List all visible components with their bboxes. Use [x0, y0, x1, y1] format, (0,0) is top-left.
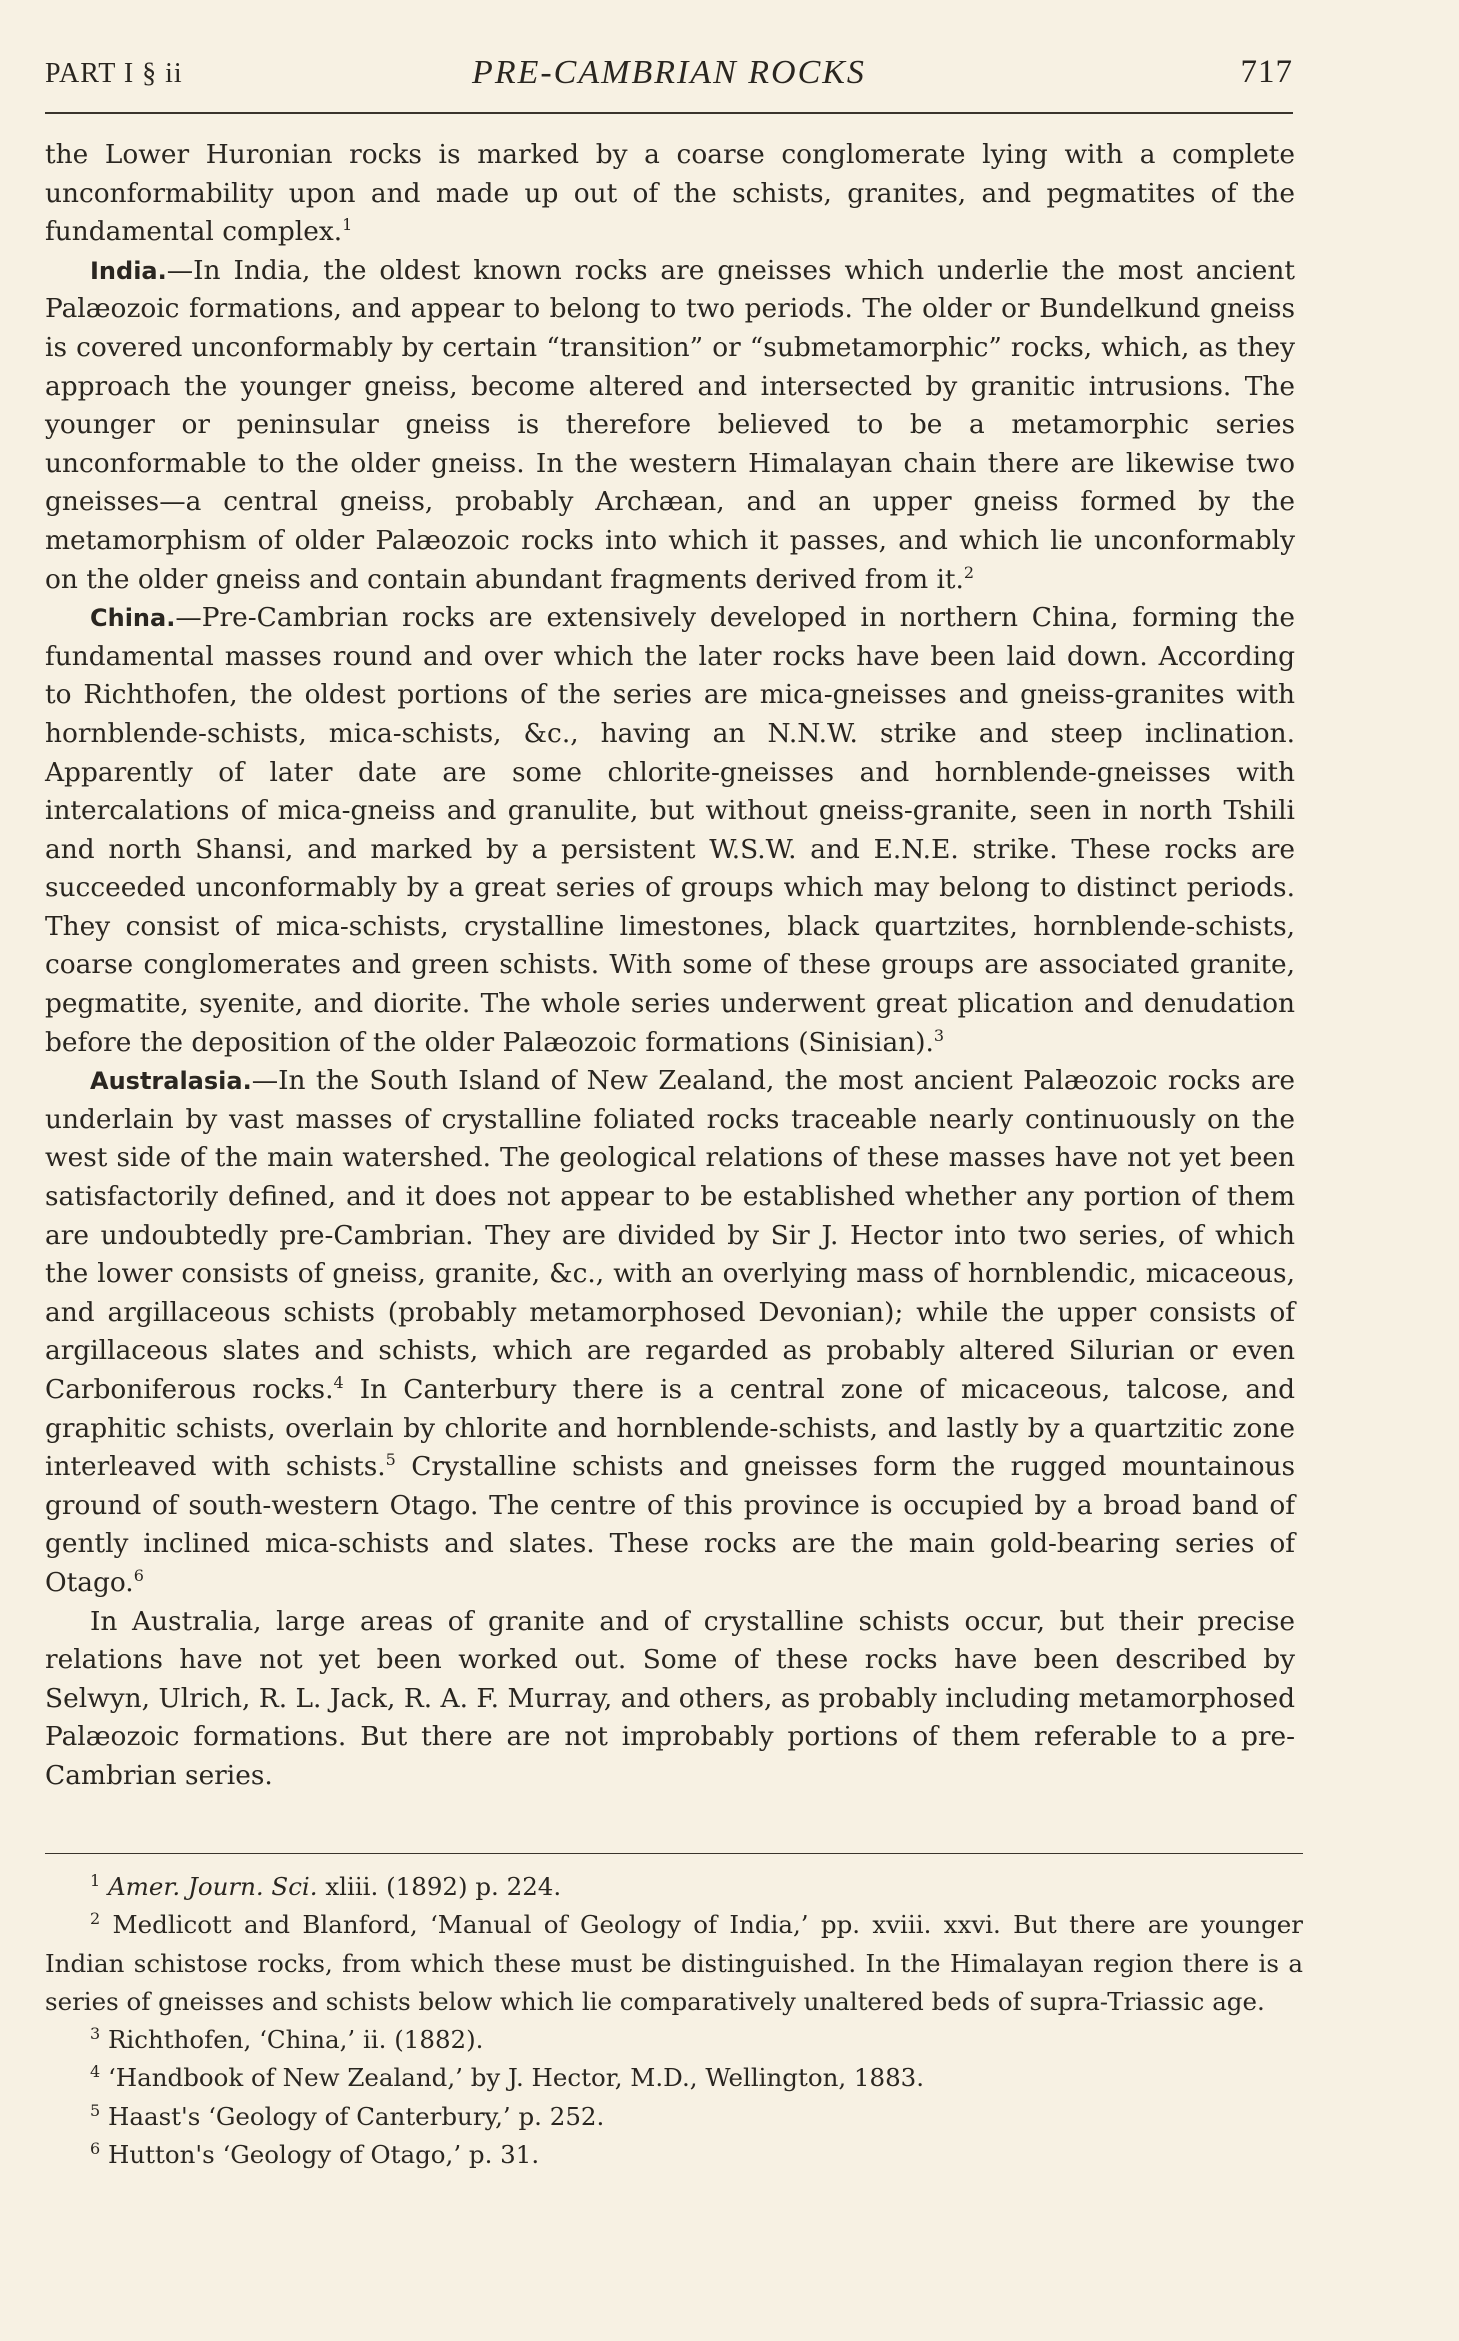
paragraph-china	[45, 599, 1295, 1062]
page-number: 717	[1240, 54, 1293, 90]
footnote-text: Haast's ‘Geology of Canterbury,’ p. 252.	[107, 2101, 605, 2131]
main-text	[45, 136, 1295, 1796]
footnote-number: 6	[90, 2139, 101, 2159]
page-title: PRE-CAMBRIAN ROCKS	[472, 54, 866, 91]
footnote-italic: Amer. Journ. Sci.	[107, 1872, 318, 1901]
footnote-number: 1	[90, 1871, 101, 1890]
part-section-label: PART I § ii	[45, 58, 183, 89]
paragraph-text: Crystalline schists and gneisses form the rugged mountainous ground of south-western Otago. The centre of this province is occupied by a broad band of gently inclined mica-schists and slates. These rocks are the main gold-bearing series of Otago.	[45, 1451, 1295, 1598]
footnote-text: xliii. (1892) p. 224.	[317, 1872, 562, 1901]
footnote-number: 4	[90, 2062, 101, 2082]
footnote-item	[45, 2098, 1303, 2136]
paragraph-text: the Lower Huronian rocks is marked by a coarse conglomerate lying with a complete unconformability upon and made up out of the schists, granites, and pegmatites of the fundamental complex.	[45, 139, 1295, 248]
footnote-ref: 1	[342, 215, 353, 235]
footnote-ref: 4	[333, 1373, 344, 1392]
footnotes	[45, 1868, 1303, 2174]
footnote-text: Hutton's ‘Geology of Otago,’ p. 31.	[107, 2140, 540, 2170]
footnote-number: 3	[90, 2024, 101, 2044]
paragraph-text: In Australia, large areas of granite and of crystalline schists occur, but their precise relations have not yet been worked out. Some of these rocks have been described by Selwyn, Ulrich, R. L. Jack, R. A. F. Murray, and others, as probably including metamorphosed Palæozoic formations. But there are not improbably portions of them referable to a pre-Cambrian series.	[45, 1605, 1295, 1791]
footnote-rule	[45, 1853, 1303, 1854]
running-head	[45, 52, 1293, 100]
paragraph-text: —In the South Island of New Zealand, the most ancient Palæozoic rocks are underlain by vast masses of crystalline foliated rocks traceable nearly continuously on the west side of the main watershed. The geological relations of these masses have not yet been satisfactorily defined, and it does not appear to be established whether any portion of them are undoubtedly pre-Cambrian. They are divided by Sir J. Hector into two series, of which the lower consists of gneiss, granite, &c., with an overlying mass of hornblendic, micaceous, and argillaceous schists (probably metamorphosed Devonian); while the upper consists of argillaceous slates and schists, which are regarded as probably altered Silurian or even Carboniferous rocks.	[45, 1065, 1295, 1405]
paragraph-australia	[45, 1603, 1295, 1796]
footnote-item	[45, 2021, 1303, 2059]
footnote-item	[45, 1868, 1303, 1906]
paragraph-text: —Pre-Cambrian rocks are extensively developed in northern China, forming the fundamental masses round and over which the later rocks have been laid down. According to Richthofen, the oldest portions of the series are mica-gneisses and gneiss-granites with hornblende-schists, mica-schists, &c., having an N.N.W. strike and steep inclination. Apparently of later date are some chlorite-gneisses and hornblende-gneisses with intercalations of mica-gneiss and granulite, but without gneiss-granite, seen in north Tshili and north Shansi, and marked by a persistent W.S.W. and E.N.E. strike. These rocks are succeeded unconformably by a great series of groups which may belong to distinct periods. They consist of mica-schists, crystalline limestones, black quartzites, hornblende-schists, coarse conglomerates and green schists. With some of these groups are associated granite, pegmatite, syenite, and diorite. The whole series underwent great plication and denudation before the deposition of the older Palæozoic formations (Sinisian).	[45, 602, 1295, 1058]
section-label-china: China.	[90, 604, 176, 633]
paragraph-text: —In India, the oldest known rocks are gneisses which underlie the most ancient Palæozoic formations, and appear to belong to two periods. The older or Bundelkund gneiss is covered unconformably by certain “transition” or “submetamorphic” rocks, which, as they approach the younger gneiss, become altered and intersected by granitic intrusions. The younger or peninsular gneiss is therefore believed to be a metamorphic series unconformable to the older gneiss. In the western Himalayan chain there are likewise two gneisses—a central gneiss, probably Archæan, and an upper gneiss formed by the metamorphism of older Palæozoic rocks into which it passes, and which lie unconformably on the older gneiss and contain abundant fragments derived from it.	[45, 254, 1295, 595]
section-label-australasia: Australasia.	[90, 1067, 252, 1096]
paragraph-australasia	[45, 1062, 1295, 1602]
paragraph-continuation	[45, 136, 1295, 252]
footnote-ref: 3	[933, 1025, 945, 1045]
footnote-item	[45, 2059, 1303, 2097]
paragraph-text: In Canterbury there is a central zone of micaceous, talcose, and graphitic schists, overlain by chlorite and hornblende-schists, and lastly by a quartzitic zone interleaved with schists.	[45, 1374, 1295, 1483]
footnote-item	[45, 2136, 1303, 2174]
footnote-text: Richthofen, ‘China,’ ii. (1882).	[107, 2025, 484, 2055]
footnote-text: ‘Handbook of New Zealand,’ by J. Hector, M.D., Wellington, 1883.	[107, 2063, 925, 2093]
footnote-number: 5	[90, 2100, 101, 2120]
footnote-ref: 6	[133, 1565, 144, 1585]
paragraph-india	[45, 252, 1295, 599]
footnote-text: Medlicott and Blanford, ‘Manual of Geology of India,’ pp. xviii. xxvi. But there are younger Indian schistose rocks, from which these must be distinguished. In the Himalayan region there is a series of gneisses and schists below which lie comparatively unaltered beds of supra-Triassic age.	[45, 1910, 1303, 2016]
footnote-ref: 2	[963, 562, 975, 582]
footnote-item	[45, 1906, 1303, 2021]
header-rule	[45, 112, 1293, 114]
section-label-india: India.	[90, 256, 167, 285]
footnote-number: 2	[90, 1909, 101, 1929]
footnote-ref: 5	[385, 1450, 396, 1470]
